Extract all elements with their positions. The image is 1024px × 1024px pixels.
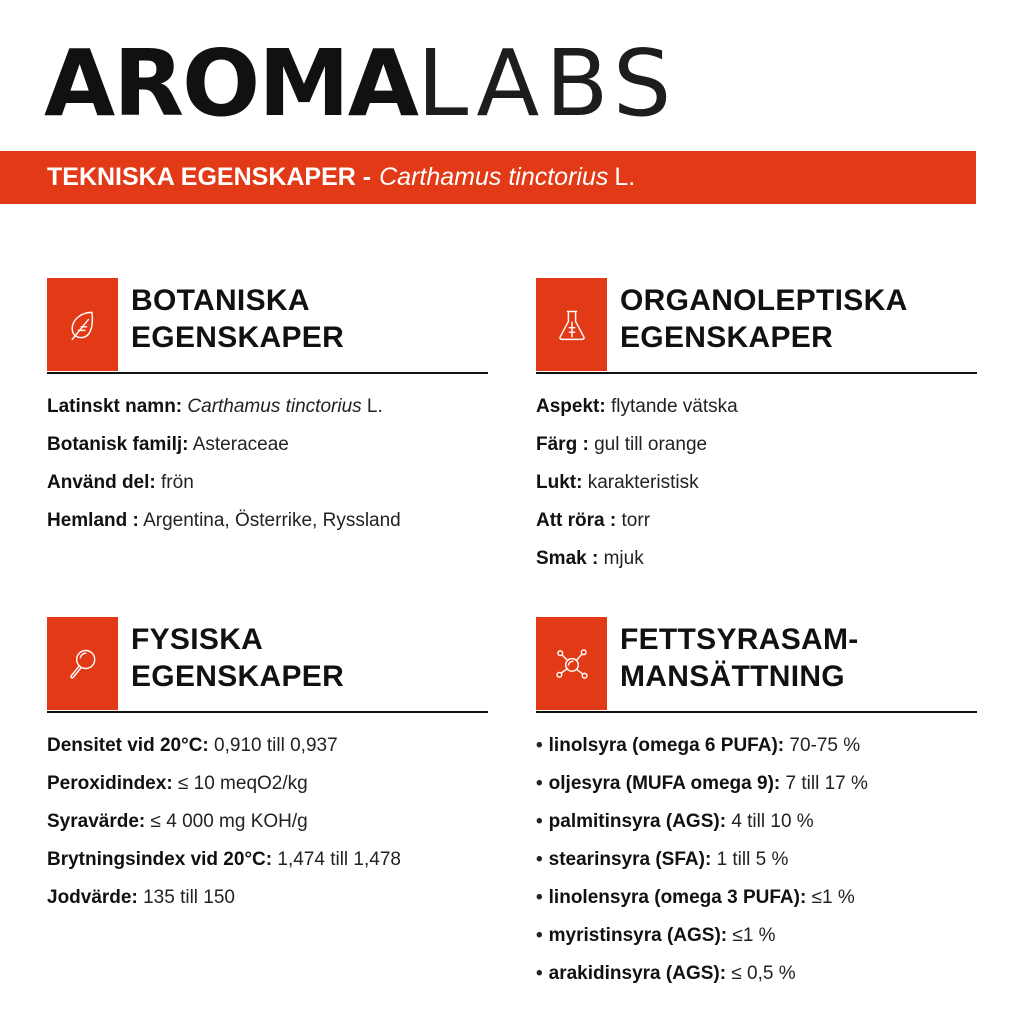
- property-label: Syravärde:: [47, 811, 146, 832]
- property-row: [47, 803, 488, 841]
- section-icon-box: [536, 278, 607, 371]
- property-row: [47, 464, 488, 502]
- list-item: [536, 841, 977, 879]
- logo-aroma: AROMA: [44, 30, 418, 137]
- list-item: [536, 879, 977, 917]
- section-title: [131, 621, 344, 695]
- title-banner: [0, 151, 976, 204]
- list-item: [536, 803, 977, 841]
- property-row: [47, 727, 488, 765]
- property-label: linolsyra (omega 6 PUFA):: [548, 735, 785, 756]
- list-item: [536, 765, 977, 803]
- section-header: [536, 278, 977, 374]
- section-header: [47, 617, 488, 713]
- property-value: 1 till 5 %: [716, 849, 789, 870]
- section-title: [620, 282, 908, 356]
- property-label: palmitinsyra (AGS):: [548, 811, 727, 832]
- section-title-line-2: EGENSKAPER: [131, 321, 345, 354]
- property-label: Densitet vid 20°C:: [47, 735, 209, 756]
- property-label: Att röra :: [536, 510, 617, 531]
- property-value: 1,474 till 1,478: [277, 849, 401, 870]
- property-row: [47, 765, 488, 803]
- property-row: [536, 426, 977, 464]
- banner-author: L.: [614, 163, 636, 191]
- section-title-line-2: EGENSKAPER: [620, 321, 834, 354]
- section-organoleptic: [536, 278, 977, 578]
- property-label: Brytningsindex vid 20°C:: [47, 849, 273, 870]
- property-list: [536, 388, 977, 578]
- property-row: [47, 388, 488, 426]
- property-label: Lukt:: [536, 472, 583, 493]
- property-row: [536, 388, 977, 426]
- bullet: •: [536, 773, 543, 794]
- bullet: •: [536, 963, 543, 984]
- bullet: •: [536, 811, 543, 832]
- property-label: Jodvärde:: [47, 887, 138, 908]
- property-value: ≤ 10 meqO2/kg: [177, 773, 308, 794]
- property-value: mjuk: [603, 548, 644, 569]
- section-title: [131, 282, 344, 356]
- property-row: [536, 502, 977, 540]
- section-header: [536, 617, 977, 713]
- property-value: ≤1 %: [732, 925, 776, 946]
- property-value: karakteristisk: [587, 472, 699, 493]
- section-title-line-1: FETTSYRASAM-: [620, 623, 859, 656]
- property-value: L.: [366, 396, 383, 417]
- property-value: 0,910 till 0,937: [214, 735, 338, 756]
- molecule-icon: [554, 646, 590, 682]
- section-botanical: [47, 278, 488, 540]
- property-row: [47, 841, 488, 879]
- bullet: •: [536, 849, 543, 870]
- property-label: Hemland :: [47, 510, 139, 531]
- section-title: [620, 621, 859, 695]
- property-label: stearinsyra (SFA):: [548, 849, 712, 870]
- section-title-line-1: BOTANISKA: [131, 284, 310, 317]
- property-label: Använd del:: [47, 472, 156, 493]
- property-value: 7 till 17 %: [785, 773, 868, 794]
- section-icon-box: [536, 617, 607, 710]
- list-item: [536, 955, 977, 993]
- property-value: 4 till 10 %: [731, 811, 814, 832]
- property-label: linolensyra (omega 3 PUFA):: [548, 887, 807, 908]
- property-label: Latinskt namn:: [47, 396, 183, 417]
- property-label: Botanisk familj:: [47, 434, 189, 455]
- logo-labs: LABS: [417, 30, 678, 137]
- property-value: torr: [621, 510, 651, 531]
- banner-latin-name: Carthamus tinctorius: [379, 163, 609, 191]
- bullet: •: [536, 887, 543, 908]
- section-fatty-acids: [536, 617, 977, 993]
- section-icon-box: [47, 617, 118, 710]
- property-label: myristinsyra (AGS):: [548, 925, 728, 946]
- property-row: [536, 540, 977, 578]
- property-value: Argentina, Österrike, Ryssland: [143, 510, 401, 531]
- property-list: [47, 727, 488, 917]
- property-list: [47, 388, 488, 540]
- leaf-icon: [65, 307, 101, 343]
- property-value: 135 till 150: [143, 887, 235, 908]
- section-title-line-1: FYSISKA: [131, 623, 264, 656]
- section-title-line-1: ORGANOLEPTISKA: [620, 284, 908, 317]
- property-label: Aspekt:: [536, 396, 606, 417]
- property-value: ≤1 %: [811, 887, 855, 908]
- section-title-line-2: EGENSKAPER: [131, 660, 345, 693]
- list-item: [536, 727, 977, 765]
- property-value: flytande vätska: [610, 396, 738, 417]
- property-value: gul till orange: [594, 434, 708, 455]
- section-header: [47, 278, 488, 374]
- property-value: ≤ 4 000 mg KOH/g: [150, 811, 308, 832]
- property-label: Peroxidindex:: [47, 773, 173, 794]
- brand-logo: [44, 30, 678, 137]
- property-value: Asteraceae: [192, 434, 289, 455]
- property-label: oljesyra (MUFA omega 9):: [548, 773, 781, 794]
- property-value: frön: [161, 472, 194, 493]
- section-icon-box: [47, 278, 118, 371]
- banner-title: TEKNISKA EGENSKAPER -: [47, 163, 372, 191]
- property-value: ≤ 0,5 %: [731, 963, 796, 984]
- property-row: [47, 426, 488, 464]
- list-item: [536, 917, 977, 955]
- property-label: Färg :: [536, 434, 589, 455]
- property-row: [47, 502, 488, 540]
- property-label: arakidinsyra (AGS):: [548, 963, 727, 984]
- property-list: [536, 727, 977, 993]
- section-title-line-2: MANSÄTTNING: [620, 660, 845, 693]
- section-physical: [47, 617, 488, 917]
- flask-icon: [554, 307, 590, 343]
- bullet: •: [536, 735, 543, 756]
- property-value: 70-75 %: [789, 735, 861, 756]
- property-row: [47, 879, 488, 917]
- property-row: [536, 464, 977, 502]
- property-label: Smak :: [536, 548, 599, 569]
- magnifier-icon: [65, 646, 101, 682]
- property-value-italic: Carthamus tinctorius: [187, 396, 362, 417]
- bullet: •: [536, 925, 543, 946]
